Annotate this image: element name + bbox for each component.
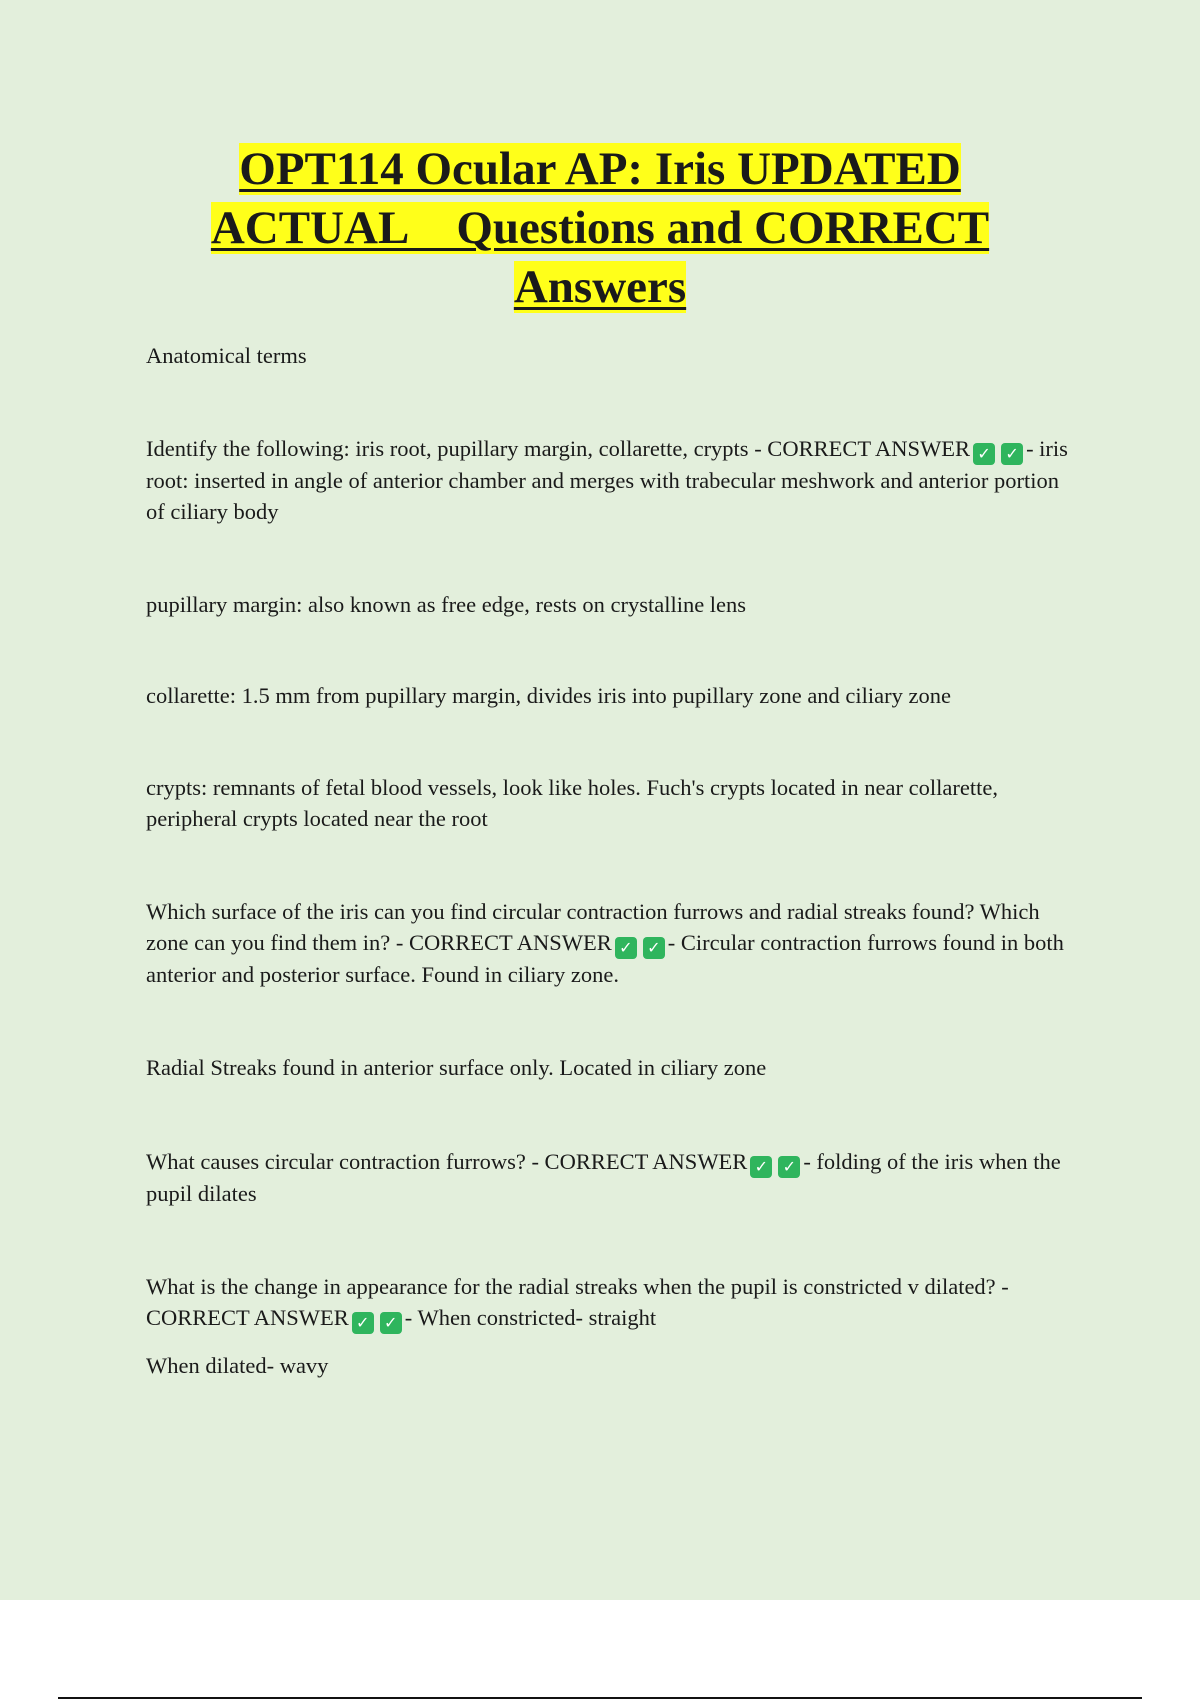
answer-text: - iris root: inserted in angle of anterior chamber and merges with trabecular meshwork and anterior portion of ciliary body <box>146 436 1068 524</box>
answer-paragraph: Radial Streaks found in anterior surface only. Located in ciliary zone <box>146 1055 767 1080</box>
title-line-1: OPT114 Ocular AP: Iris UPDATED <box>239 143 961 195</box>
answer-text: - Circular contraction furrows found in both anterior and posterior surface. Found in ciliary zone. <box>146 930 1064 987</box>
check-mark-icon: ✓ <box>352 1312 374 1334</box>
check-mark-icon: ✓ <box>643 937 665 959</box>
question-answer <box>146 896 1076 990</box>
question-text: What causes circular contraction furrows? - CORRECT ANSWER <box>146 1149 748 1174</box>
section-heading: Anatomical terms <box>146 343 307 368</box>
question-answer <box>146 433 1076 527</box>
title-line-2: ACTUAL Questions and CORRECT <box>210 202 990 254</box>
document-title <box>100 140 1100 317</box>
check-mark-icon: ✓ <box>750 1156 772 1178</box>
answer-text: - When constricted- straight <box>404 1305 657 1330</box>
question-text: Which surface of the iris can you find circular contraction furrows and radial streaks found? Which zone can you find them in? - CORRECT ANSWER <box>146 899 1040 955</box>
footer-divider <box>58 1697 1142 1699</box>
check-mark-icon: ✓ <box>380 1312 402 1334</box>
check-mark-icon: ✓ <box>973 443 995 465</box>
document-body <box>146 340 1076 1381</box>
answer-text: - folding of the iris when the pupil dilates <box>146 1149 1061 1206</box>
answer-paragraph: When dilated- wavy <box>146 1353 329 1378</box>
check-mark-icon: ✓ <box>778 1156 800 1178</box>
answer-paragraph: pupillary margin: also known as free edge, rests on crystalline lens <box>146 592 747 617</box>
title-line-3: Answers <box>513 261 687 313</box>
answer-paragraph: collarette: 1.5 mm from pupillary margin, divides iris into pupillary zone and ciliary zone <box>146 683 952 708</box>
check-mark-icon: ✓ <box>615 937 637 959</box>
question-answer <box>146 1146 1076 1209</box>
question-text: What is the change in appearance for the radial streaks when the pupil is constricted v dilated? - CORRECT ANSWER <box>146 1274 1009 1330</box>
question-answer <box>146 1271 1076 1334</box>
answer-paragraph: crypts: remnants of fetal blood vessels, look like holes. Fuch's crypts located in near collarette, peripheral crypts located near the root <box>146 775 998 831</box>
check-mark-icon: ✓ <box>1001 443 1023 465</box>
question-text: Identify the following: iris root, pupillary margin, collarette, crypts - CORRECT ANSWER <box>146 436 971 461</box>
